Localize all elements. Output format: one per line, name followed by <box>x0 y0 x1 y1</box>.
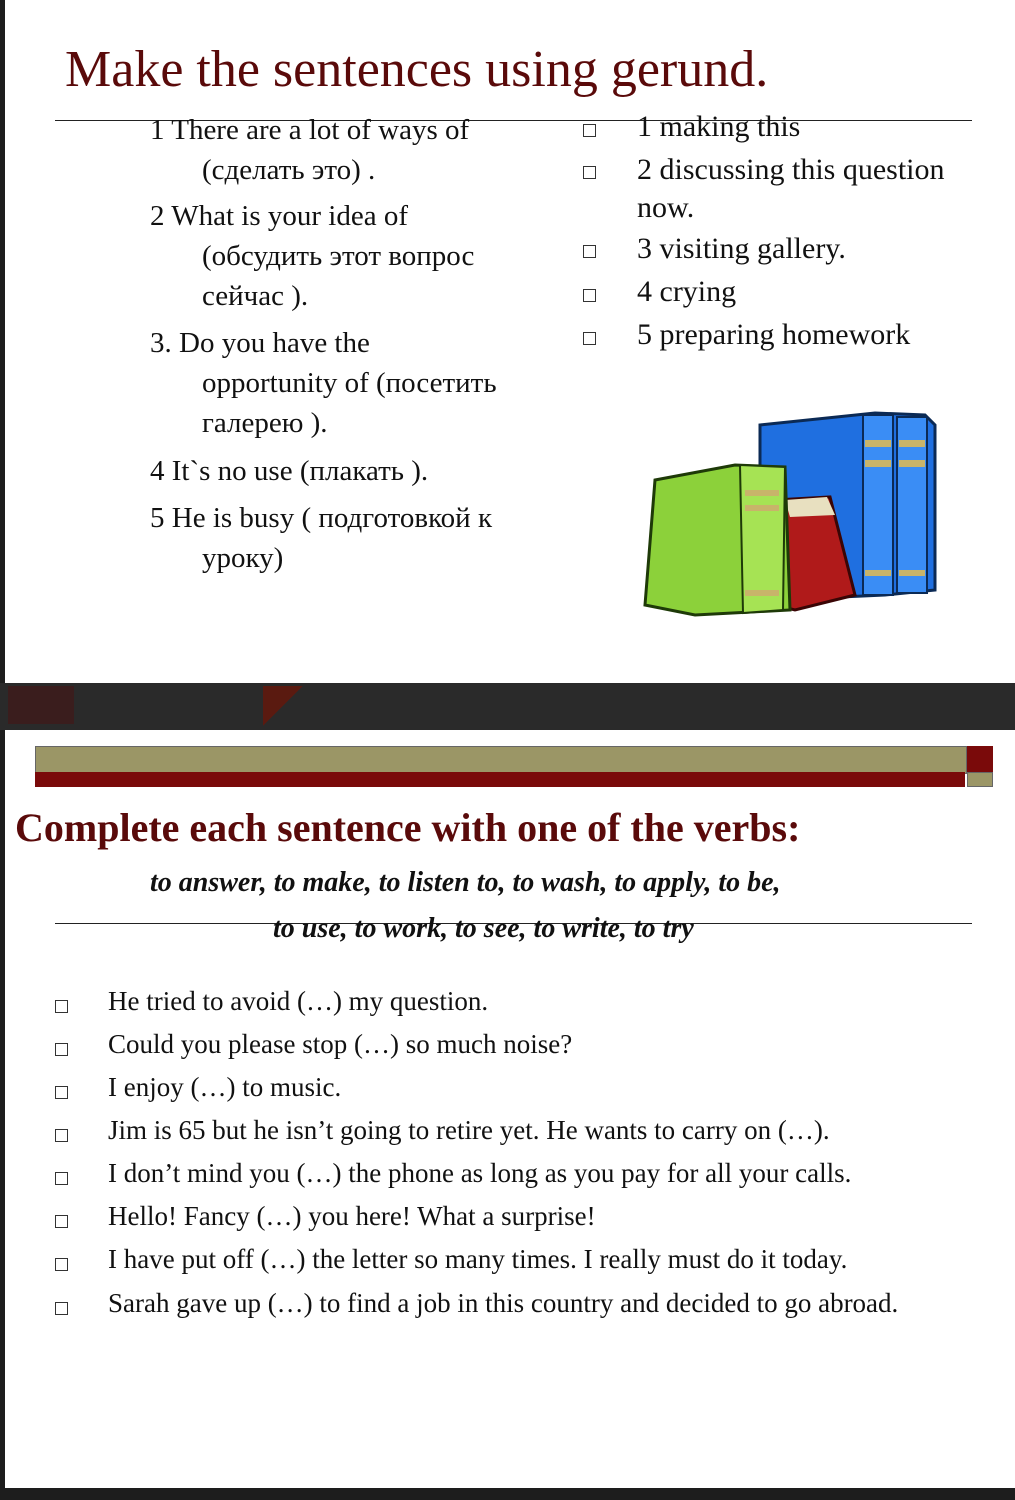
square-bullet-icon <box>583 332 596 345</box>
sentence-8: Sarah gave up (…) to find a job in this country and decided to go abroad. <box>108 1288 899 1318</box>
slide-title: Complete each sentence with one of the verbs: <box>15 805 801 850</box>
square-bullet-icon <box>55 1129 68 1142</box>
books-icon <box>635 405 945 620</box>
sentence-3: I enjoy (…) to music. <box>108 1072 342 1102</box>
square-bullet-icon <box>55 1086 68 1099</box>
square-bullet-icon <box>583 245 596 258</box>
thumbnail-corner <box>263 686 303 726</box>
square-bullet-icon <box>55 1302 68 1315</box>
square-bullet-icon <box>55 1043 68 1056</box>
answer-2: 2 discussing this question now. <box>637 153 945 224</box>
slide-gerund <box>5 0 1015 683</box>
sentence-5: I don’t mind you (…) the phone as long as you pay for all your calls. <box>108 1158 852 1188</box>
sentence-6: Hello! Fancy (…) you here! What a surprise! <box>108 1201 596 1231</box>
square-bullet-icon <box>583 166 596 179</box>
slide-complete-sentences <box>5 730 1015 1488</box>
question-4: 4 It`s no use (плакать ). <box>150 455 429 487</box>
square-bullet-icon <box>55 1000 68 1013</box>
question-2: 2 What is your idea of (обсудить этот вопрос сейчас ). <box>150 200 475 312</box>
header-bar-olive <box>35 746 967 774</box>
question-5: 5 He is busy ( подготовкой к уроку) <box>150 502 493 574</box>
answer-1: 1 making this <box>637 110 801 143</box>
question-1: 1 There are a lot of ways of (сделать это) . <box>150 114 470 186</box>
header-bar-red <box>35 772 965 787</box>
sentence-1: He tried to avoid (…) my question. <box>108 986 489 1016</box>
header-square-red <box>967 746 993 772</box>
slide-gap <box>0 683 1015 730</box>
square-bullet-icon <box>583 124 596 137</box>
slide-title: Make the sentences using gerund. <box>65 41 769 98</box>
answer-5: 5 preparing homework <box>637 318 911 351</box>
sentence-2: Could you please stop (…) so much noise? <box>108 1029 573 1059</box>
answer-3: 3 visiting gallery. <box>637 232 846 265</box>
question-3: 3. Do you have the opportunity of (посетить галерею ). <box>150 327 497 439</box>
verb-list-line-1: to answer, to make, to listen to, to wash, to apply, to be, <box>150 867 781 898</box>
square-bullet-icon <box>55 1172 68 1185</box>
thumbnail <box>8 686 74 724</box>
answer-4: 4 crying <box>637 275 737 308</box>
verb-list-line-2: to use, to work, to see, to write, to try <box>273 913 694 944</box>
header-square-olive <box>967 772 993 787</box>
square-bullet-icon <box>583 289 596 302</box>
square-bullet-icon <box>55 1215 68 1228</box>
sentence-4: Jim is 65 but he isn’t going to retire yet. He wants to carry on (…). <box>108 1115 830 1145</box>
square-bullet-icon <box>55 1258 68 1271</box>
sentence-7: I have put off (…) the letter so many times. I really must do it today. <box>108 1244 848 1274</box>
